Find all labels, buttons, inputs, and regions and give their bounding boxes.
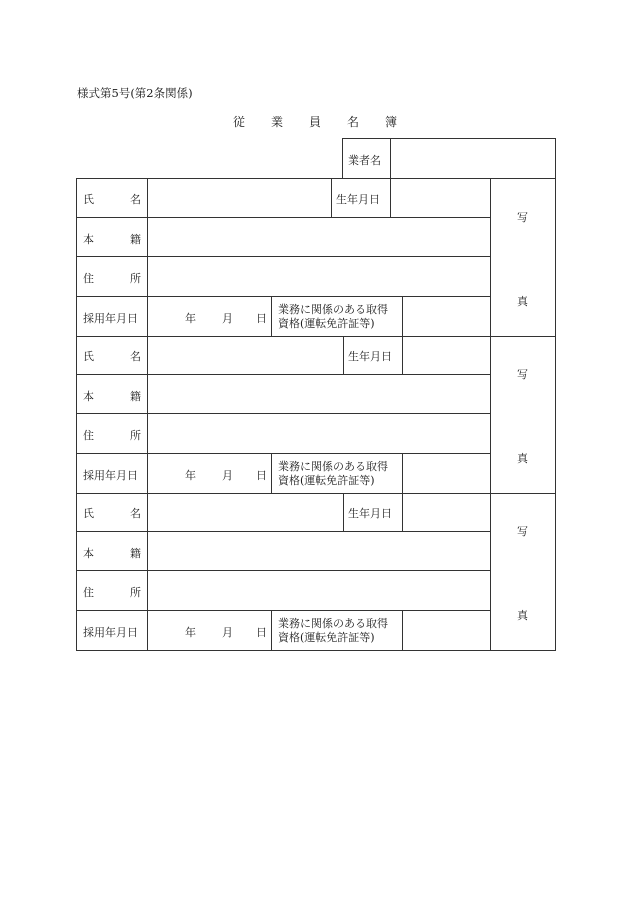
hire-date-field[interactable] [149, 298, 270, 335]
employee-block [76, 336, 556, 494]
employee-name-field[interactable] [149, 494, 342, 530]
name-label: 氏 名 [83, 507, 141, 520]
hire-date-label: 採用年月日 [83, 312, 138, 325]
address-label: 住 所 [83, 586, 141, 599]
qualification-field[interactable] [404, 612, 489, 649]
title-char: 員 [308, 115, 321, 129]
photo-label-bottom: 真 [517, 295, 528, 308]
document-title [0, 113, 630, 130]
domicile-label: 本 籍 [83, 233, 141, 246]
name-label: 氏 名 [83, 350, 141, 363]
day-label: 日 [256, 626, 267, 639]
month-label: 月 [222, 469, 233, 482]
day-label: 日 [256, 469, 267, 482]
domicile-field[interactable] [149, 219, 489, 255]
photo-area[interactable] [492, 180, 554, 335]
year-label: 年 [185, 626, 196, 639]
employee-block [76, 493, 556, 651]
title-char: 簿 [385, 115, 398, 129]
hire-date-label: 採用年月日 [83, 626, 138, 639]
photo-area[interactable] [492, 337, 554, 492]
form-number: 様式第5号(第2条関係) [77, 86, 193, 100]
title-char: 従 [232, 115, 245, 129]
business-name-box [342, 138, 556, 179]
qualification-label: 業務に関係のある取得 資格(運転免許証等) [278, 303, 388, 330]
qualification-field[interactable] [404, 455, 489, 492]
domicile-field[interactable] [149, 533, 489, 569]
birthdate-field[interactable] [404, 494, 489, 530]
month-label: 月 [222, 626, 233, 639]
photo-label-top: 写 [517, 368, 528, 381]
photo-label-bottom: 真 [517, 609, 528, 622]
employee-name-field[interactable] [149, 180, 330, 216]
photo-label-top: 写 [517, 525, 528, 538]
name-label: 氏 名 [83, 193, 141, 206]
qualification-label: 業務に関係のある取得 資格(運転免許証等) [278, 617, 388, 644]
qualification-label: 業務に関係のある取得 資格(運転免許証等) [278, 460, 388, 487]
birthdate-field[interactable] [404, 337, 489, 373]
month-label: 月 [222, 312, 233, 325]
photo-area[interactable] [492, 494, 554, 649]
birthdate-label: 生年月日 [348, 350, 392, 363]
year-label: 年 [185, 469, 196, 482]
employee-name-field[interactable] [149, 337, 342, 373]
address-field[interactable] [149, 572, 489, 609]
address-label: 住 所 [83, 429, 141, 442]
business-name-label: 業者名 [348, 154, 381, 167]
birthdate-label: 生年月日 [348, 507, 392, 520]
photo-label-bottom: 真 [517, 452, 528, 465]
hire-date-field[interactable] [149, 455, 270, 492]
birthdate-label: 生年月日 [336, 193, 380, 206]
domicile-field[interactable] [149, 376, 489, 412]
address-field[interactable] [149, 415, 489, 452]
qualification-field[interactable] [404, 298, 489, 335]
hire-date-field[interactable] [149, 612, 270, 649]
domicile-label: 本 籍 [83, 390, 141, 403]
birthdate-field[interactable] [392, 180, 489, 216]
title-char: 業 [270, 115, 283, 129]
year-label: 年 [185, 312, 196, 325]
hire-date-label: 採用年月日 [83, 469, 138, 482]
business-name-field[interactable] [392, 140, 554, 177]
address-label: 住 所 [83, 272, 141, 285]
title-char: 名 [347, 115, 360, 129]
photo-label-top: 写 [517, 211, 528, 224]
domicile-label: 本 籍 [83, 547, 141, 560]
day-label: 日 [256, 312, 267, 325]
employee-block [76, 178, 556, 337]
address-field[interactable] [149, 258, 489, 295]
